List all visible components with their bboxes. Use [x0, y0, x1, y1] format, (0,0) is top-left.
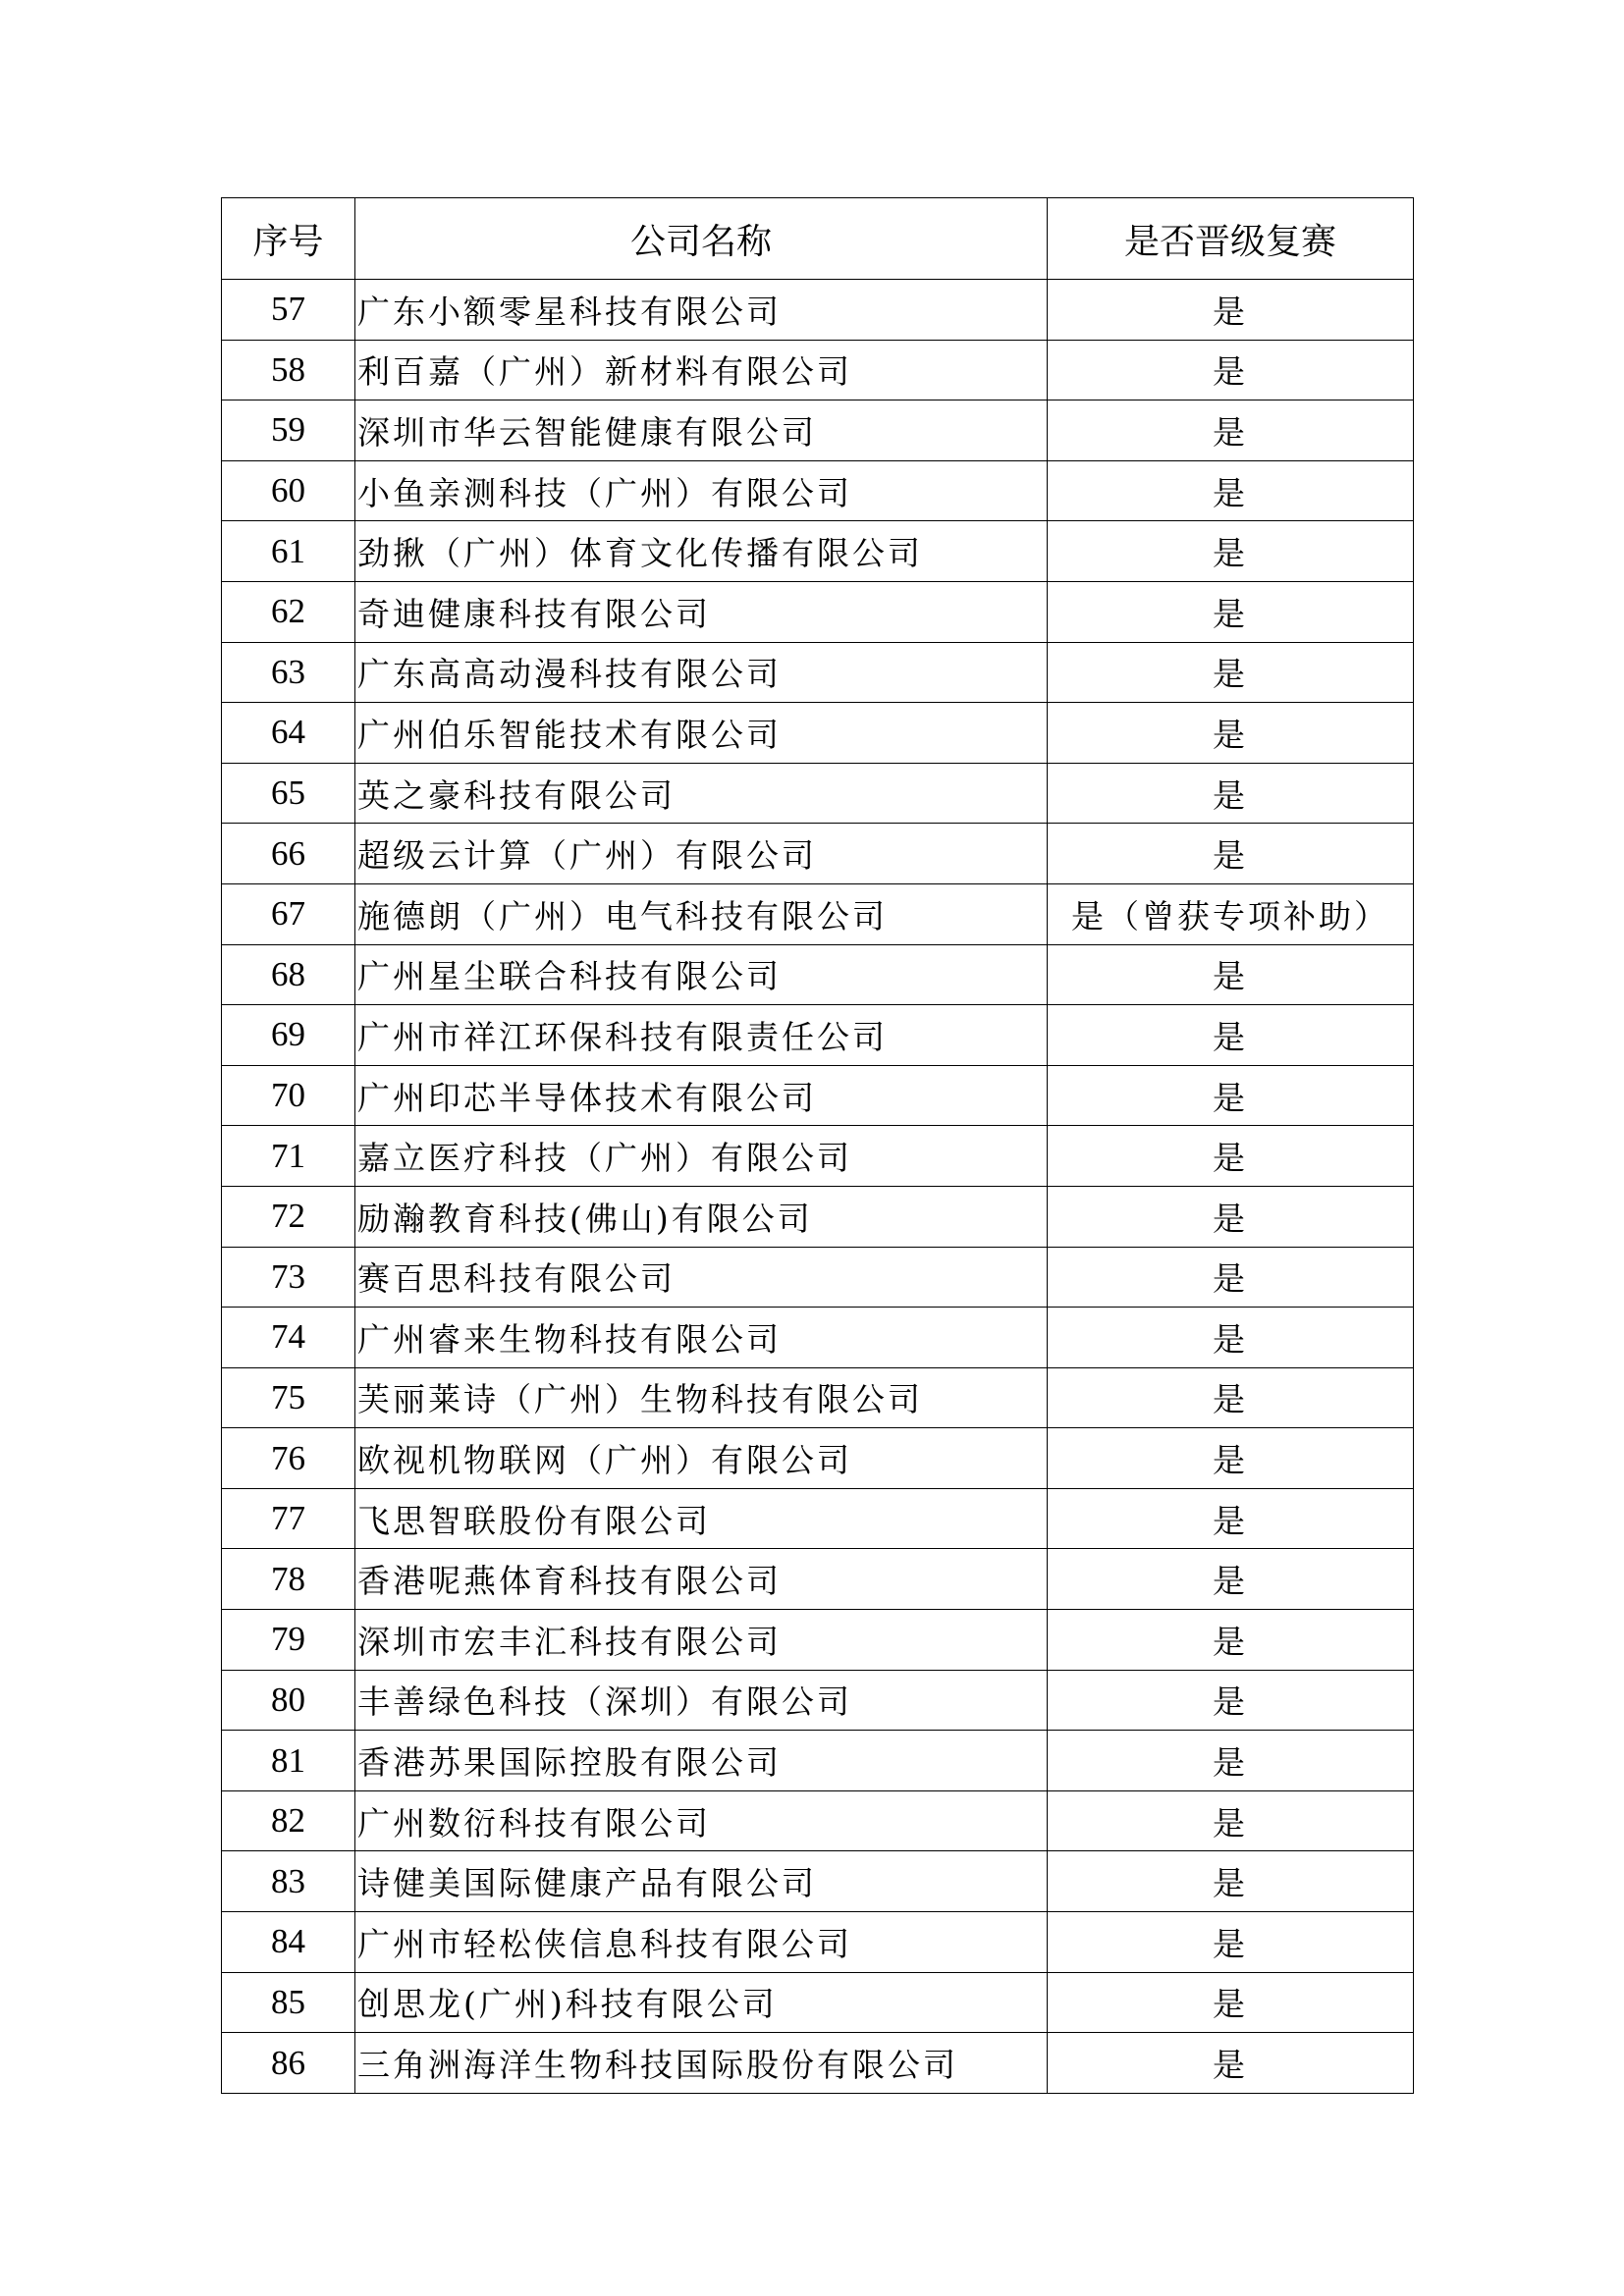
company-name-cell: 超级云计算（广州）有限公司	[355, 824, 1048, 884]
table-row	[222, 1186, 1414, 1247]
serial-number-cell: 84	[222, 1912, 355, 1973]
company-name-cell: 广州数衍科技有限公司	[355, 1790, 1048, 1851]
advance-status-cell: 是	[1048, 400, 1414, 461]
advance-status-cell: 是	[1048, 1549, 1414, 1610]
header-row	[222, 198, 1414, 280]
serial-number-cell: 59	[222, 400, 355, 461]
table-body	[222, 280, 1414, 2094]
company-name-cell: 芙丽莱诗（广州）生物科技有限公司	[355, 1367, 1048, 1428]
table-row	[222, 521, 1414, 582]
advance-status-cell: 是	[1048, 1972, 1414, 2033]
serial-number-cell: 70	[222, 1065, 355, 1126]
table-row	[222, 400, 1414, 461]
company-name-cell: 奇迪健康科技有限公司	[355, 581, 1048, 642]
table-row	[222, 824, 1414, 884]
header-serial-number: 序号	[222, 198, 355, 280]
company-name-cell: 欧视机物联网（广州）有限公司	[355, 1428, 1048, 1489]
serial-number-cell: 60	[222, 460, 355, 521]
table-row	[222, 1065, 1414, 1126]
table-row	[222, 1247, 1414, 1308]
advance-status-cell: 是	[1048, 1065, 1414, 1126]
serial-number-cell: 69	[222, 1005, 355, 1066]
table-row	[222, 1005, 1414, 1066]
table-row	[222, 1790, 1414, 1851]
table-row	[222, 1126, 1414, 1187]
serial-number-cell: 86	[222, 2033, 355, 2094]
serial-number-cell: 63	[222, 642, 355, 703]
advance-status-cell: 是	[1048, 642, 1414, 703]
serial-number-cell: 64	[222, 703, 355, 764]
serial-number-cell: 80	[222, 1670, 355, 1731]
table-row	[222, 460, 1414, 521]
advance-status-cell: 是	[1048, 1367, 1414, 1428]
advance-status-cell: 是	[1048, 581, 1414, 642]
serial-number-cell: 58	[222, 340, 355, 400]
table-row	[222, 1912, 1414, 1973]
serial-number-cell: 67	[222, 883, 355, 944]
advance-status-cell: 是	[1048, 1731, 1414, 1791]
table-row	[222, 883, 1414, 944]
table-row	[222, 1549, 1414, 1610]
advance-status-cell: 是	[1048, 703, 1414, 764]
table-row	[222, 581, 1414, 642]
serial-number-cell: 83	[222, 1851, 355, 1912]
serial-number-cell: 81	[222, 1731, 355, 1791]
advance-status-cell: 是	[1048, 1488, 1414, 1549]
advance-status-cell: 是	[1048, 1912, 1414, 1973]
advance-status-cell: 是	[1048, 521, 1414, 582]
advance-status-cell: 是	[1048, 340, 1414, 400]
advance-status-cell: 是	[1048, 1247, 1414, 1308]
company-name-cell: 嘉立医疗科技（广州）有限公司	[355, 1126, 1048, 1187]
serial-number-cell: 79	[222, 1610, 355, 1671]
company-name-cell: 利百嘉（广州）新材料有限公司	[355, 340, 1048, 400]
table-row	[222, 2033, 1414, 2094]
advance-status-cell: 是	[1048, 1308, 1414, 1368]
serial-number-cell: 57	[222, 280, 355, 341]
company-name-cell: 广东高高动漫科技有限公司	[355, 642, 1048, 703]
company-name-cell: 广州星尘联合科技有限公司	[355, 944, 1048, 1005]
table-row	[222, 1488, 1414, 1549]
company-name-cell: 励瀚教育科技(佛山)有限公司	[355, 1186, 1048, 1247]
advance-status-cell: 是（曾获专项补助）	[1048, 883, 1414, 944]
serial-number-cell: 61	[222, 521, 355, 582]
serial-number-cell: 74	[222, 1308, 355, 1368]
advance-status-cell: 是	[1048, 944, 1414, 1005]
company-name-cell: 广州睿来生物科技有限公司	[355, 1308, 1048, 1368]
table-row	[222, 340, 1414, 400]
company-name-cell: 广州市轻松侠信息科技有限公司	[355, 1912, 1048, 1973]
advance-status-cell: 是	[1048, 1851, 1414, 1912]
company-name-cell: 香港苏果国际控股有限公司	[355, 1731, 1048, 1791]
table-row	[222, 1972, 1414, 2033]
company-name-cell: 赛百思科技有限公司	[355, 1247, 1048, 1308]
advance-status-cell: 是	[1048, 1005, 1414, 1066]
serial-number-cell: 72	[222, 1186, 355, 1247]
company-name-cell: 诗健美国际健康产品有限公司	[355, 1851, 1048, 1912]
table-row	[222, 944, 1414, 1005]
advance-status-cell: 是	[1048, 763, 1414, 824]
company-name-cell: 广州市祥江环保科技有限责任公司	[355, 1005, 1048, 1066]
advance-status-cell: 是	[1048, 824, 1414, 884]
table-header	[222, 198, 1414, 280]
table-row	[222, 1731, 1414, 1791]
company-name-cell: 广东小额零星科技有限公司	[355, 280, 1048, 341]
results-table	[221, 197, 1414, 2094]
serial-number-cell: 76	[222, 1428, 355, 1489]
table-row	[222, 703, 1414, 764]
table-row	[222, 1610, 1414, 1671]
advance-status-cell: 是	[1048, 280, 1414, 341]
header-advance-status: 是否晋级复赛	[1048, 198, 1414, 280]
company-name-cell: 劲揪（广州）体育文化传播有限公司	[355, 521, 1048, 582]
company-name-cell: 深圳市宏丰汇科技有限公司	[355, 1610, 1048, 1671]
company-name-cell: 广州伯乐智能技术有限公司	[355, 703, 1048, 764]
advance-status-cell: 是	[1048, 1126, 1414, 1187]
company-name-cell: 飞思智联股份有限公司	[355, 1488, 1048, 1549]
advance-status-cell: 是	[1048, 1610, 1414, 1671]
serial-number-cell: 75	[222, 1367, 355, 1428]
table-row	[222, 1308, 1414, 1368]
serial-number-cell: 62	[222, 581, 355, 642]
company-name-cell: 创思龙(广州)科技有限公司	[355, 1972, 1048, 2033]
advance-status-cell: 是	[1048, 1670, 1414, 1731]
company-name-cell: 丰善绿色科技（深圳）有限公司	[355, 1670, 1048, 1731]
advance-status-cell: 是	[1048, 2033, 1414, 2094]
company-name-cell: 三角洲海洋生物科技国际股份有限公司	[355, 2033, 1048, 2094]
table-row	[222, 1670, 1414, 1731]
table-row	[222, 763, 1414, 824]
serial-number-cell: 65	[222, 763, 355, 824]
advance-status-cell: 是	[1048, 1186, 1414, 1247]
company-name-cell: 施德朗（广州）电气科技有限公司	[355, 883, 1048, 944]
table-row	[222, 1367, 1414, 1428]
company-name-cell: 深圳市华云智能健康有限公司	[355, 400, 1048, 461]
table-row	[222, 280, 1414, 341]
serial-number-cell: 66	[222, 824, 355, 884]
company-name-cell: 小鱼亲测科技（广州）有限公司	[355, 460, 1048, 521]
table-row	[222, 642, 1414, 703]
serial-number-cell: 82	[222, 1790, 355, 1851]
advance-status-cell: 是	[1048, 460, 1414, 521]
company-name-cell: 英之豪科技有限公司	[355, 763, 1048, 824]
company-name-cell: 香港呢燕体育科技有限公司	[355, 1549, 1048, 1610]
serial-number-cell: 71	[222, 1126, 355, 1187]
table-row	[222, 1428, 1414, 1489]
serial-number-cell: 68	[222, 944, 355, 1005]
serial-number-cell: 85	[222, 1972, 355, 2033]
serial-number-cell: 77	[222, 1488, 355, 1549]
advance-status-cell: 是	[1048, 1428, 1414, 1489]
header-company-name: 公司名称	[355, 198, 1048, 280]
advance-status-cell: 是	[1048, 1790, 1414, 1851]
table-row	[222, 1851, 1414, 1912]
serial-number-cell: 73	[222, 1247, 355, 1308]
company-name-cell: 广州印芯半导体技术有限公司	[355, 1065, 1048, 1126]
serial-number-cell: 78	[222, 1549, 355, 1610]
